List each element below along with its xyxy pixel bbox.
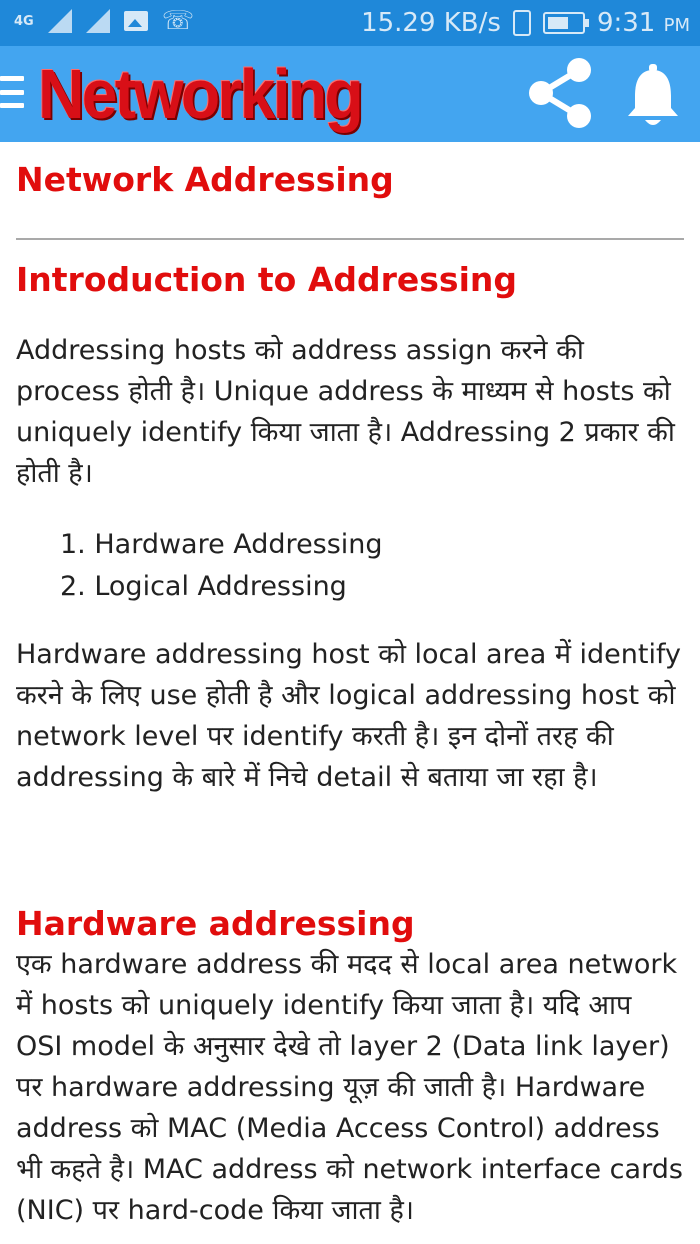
divider: [16, 238, 684, 240]
share-icon[interactable]: [527, 58, 593, 128]
hardware-paragraph: एक hardware address की मदद से local area network में hosts को uniquely identify किया जाता है। यदि आप OSI model के अनुसार देखे तो layer 2 (Data link layer) पर hardware addressing यूज़ की जाती है। Hardware address को MAC (Media Access Control) address भी कहते है। MAC address को network interface cards (NIC) पर hard-code किया जाता है।: [16, 949, 683, 1226]
list-item: 2. Logical Addressing: [60, 571, 347, 602]
status-bar: [0, 0, 700, 46]
image-notification-icon: [124, 11, 148, 31]
app-title: Networking: [38, 55, 362, 133]
status-right: [361, 8, 690, 38]
notification-bell-icon[interactable]: [626, 62, 680, 128]
list-item: 1. Hardware Addressing: [60, 529, 383, 560]
vibrate-icon: [513, 10, 531, 36]
explanation-paragraph: Hardware addressing host को local area में identify करने के लिए use होती है और logical addressing host को network level पर identify करती है। इन दोनों तरह की addressing के बारे में निचे detail से बताया जा रहा है।: [16, 639, 682, 793]
network-type-label: 4G: [14, 13, 34, 29]
signal-sim2-icon: [86, 9, 110, 33]
battery-icon: [543, 12, 585, 34]
hamburger-menu-icon[interactable]: [0, 76, 24, 108]
addressing-types-list: [60, 524, 383, 608]
app-bar: [0, 46, 700, 142]
signal-sim1-icon: [48, 9, 72, 33]
status-left: [14, 8, 194, 34]
section-title-introduction: Introduction to Addressing: [16, 260, 517, 299]
intro-paragraph: Addressing hosts को address assign करने की process होती है। Unique address के माध्यम से hosts को uniquely identify किया जाता है। Addressing 2 प्रकार की होती है।: [16, 335, 675, 489]
section-title-hardware-addressing: Hardware addressing: [16, 904, 415, 943]
clock-suffix: PM: [663, 15, 690, 36]
missed-call-icon: ☏: [161, 6, 195, 36]
clock-time: 9:31: [596, 8, 656, 38]
page-title: Network Addressing: [16, 160, 394, 199]
network-speed: 15.29 KB/s: [361, 8, 501, 38]
clock: [597, 8, 690, 38]
